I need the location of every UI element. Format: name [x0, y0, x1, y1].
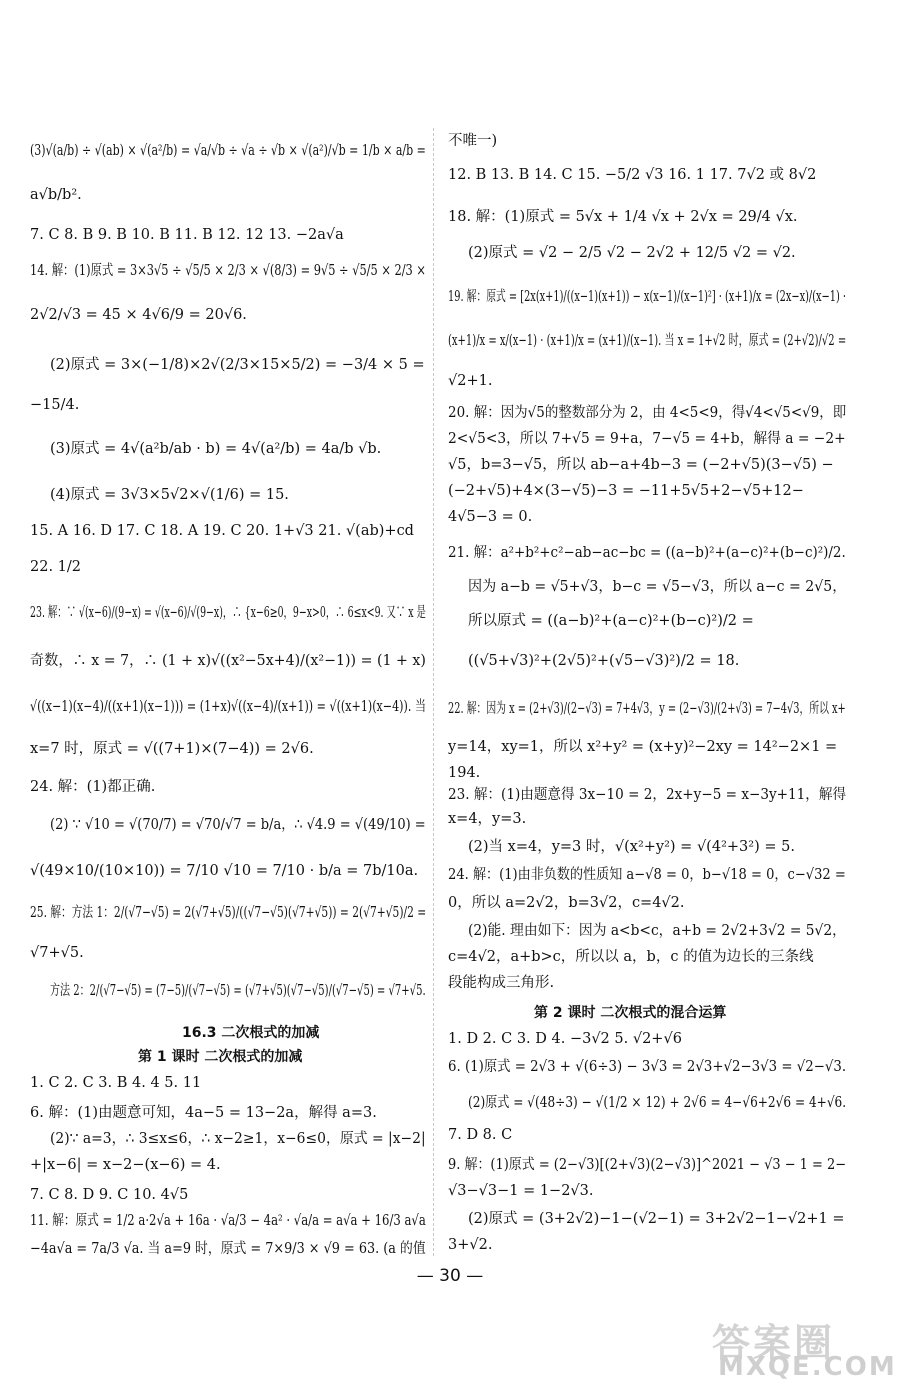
- answer-line: 23. 解：∵ √(x−6)/(9−x) = √(x−6)/√(9−x)，∴ {x−6≥0，9−x>0，∴ 6≤x<9. 又∵ x 是: [30, 605, 426, 621]
- answer-line: 14. 解：(1)原式 = 3×3√5 ÷ √5/5 × 2/3 × √(8/3) = 9√5 ÷ √5/5 × 2/3 ×: [30, 263, 426, 279]
- answer-line: 20. 解：因为√5的整数部分为 2，由 4<5<9，得√4<√5<√9，即: [448, 405, 847, 421]
- answer-line: 12. B 13. B 14. C 15. −5/2 √3 16. 1 17. 7√2 或 8√2: [448, 167, 817, 183]
- answer-line: (3)原式 = 4√(a²b/ab · b) = 4√(a²/b) = 4a/b √b.: [50, 441, 382, 457]
- answer-line: (2)原式 = √2 − 2/5 √2 − 2√2 + 12/5 √2 = √2.: [468, 245, 796, 261]
- watermark-logo: [706, 1312, 896, 1384]
- answer-line: 6. (1)原式 = 2√3 + √(6÷3) − 3√3 = 2√3+√2−3√3 = √2−√3.: [448, 1059, 847, 1075]
- answer-line: (−2+√5)+4×(3−√5)−3 = −11+5√5+2−√5+12−: [448, 483, 804, 499]
- answer-line: ((√5+√3)²+(2√5)²+(√5−√3)²)/2 = 18.: [468, 653, 740, 669]
- watermark-url: MXQE.COM: [718, 1352, 897, 1382]
- answer-line: y=14，xy=1，所以 x²+y² = (x+y)²−2xy = 14²−2×1 =: [448, 739, 838, 755]
- answer-line: c=4√2，a+b>c，所以以 a，b，c 的值为边长的三条线: [448, 949, 814, 965]
- answer-line: 因为 a−b = √5+√3，b−c = √5−√3，所以 a−c = 2√5，: [468, 579, 847, 595]
- answer-line: 1. C 2. C 3. B 4. 4 5. 11: [30, 1075, 202, 1091]
- answer-line: 7. C 8. B 9. B 10. B 11. B 12. 12 13. −2a√a: [30, 227, 344, 243]
- column-divider: [433, 128, 435, 1256]
- answer-line: √5，b=3−√5，所以 ab−a+4b−3 = (−2+√5)(3−√5) −: [448, 457, 834, 473]
- answer-line: (2)原式 = √(48÷3) − √(1/2 × 12) + 2√6 = 4−√6+2√6 = 4+√6.: [468, 1095, 847, 1111]
- answer-line: 25. 解：方法 1：2/(√7−√5) = 2(√7+√5)/((√7−√5)(√7+√5)) = 2(√7+√5)/2 =: [30, 905, 427, 921]
- answer-line: √(49×10/(10×10)) = 7/10 √10 = 7/10 · b/a = 7b/10a.: [30, 863, 419, 879]
- answer-line: 22. 1/2: [30, 559, 82, 575]
- answer-line: x=4，y=3.: [448, 811, 527, 827]
- answer-line: (2)能. 理由如下：因为 a<b<c，a+b = 2√2+3√2 = 5√2，: [468, 923, 846, 939]
- answer-line: 不唯一): [448, 133, 498, 149]
- answer-line: 6. 解：(1)由题意可知，4a−5 = 13−2a，解得 a=3.: [30, 1105, 377, 1121]
- answer-line: (2)∵ a=3，∴ 3≤x≤6，∴ x−2≥1，x−6≤0，原式 = |x−2|: [50, 1131, 426, 1147]
- answer-line: √7+√5.: [30, 945, 84, 961]
- answer-line: 19. 解：原式 = [2x(x+1)/((x−1)(x+1)) − x(x−1)/(x−1)²] · (x+1)/x = (2x−x)/(x−1) ·: [448, 289, 847, 305]
- answer-line: (2)当 x=4，y=3 时，√(x²+y²) = √(4²+3²) = 5.: [468, 839, 795, 855]
- answer-line: x=7 时，原式 = √((7+1)×(7−4)) = 2√6.: [30, 741, 314, 757]
- answer-line: (3)√(a/b) ÷ √(ab) × √(a²/b) = √a/√b ÷ √a ÷ √b × √(a²)/√b = 1/b × a/b =: [30, 143, 426, 159]
- answer-line: −4a√a = 7a/3 √a. 当 a=9 时，原式 = 7×9/3 × √9 = 63. (a 的值: [30, 1241, 426, 1257]
- answer-line: −15/4.: [30, 397, 80, 413]
- answer-line: √((x−1)(x−4)/((x+1)(x−1))) = (1+x)√((x−4)/(x+1)) = √((x+1)(x−4)). 当: [30, 699, 427, 715]
- answer-line: 24. 解：(1)都正确.: [30, 779, 156, 795]
- answer-line: (x+1)/x = x/(x−1) · (x+1)/x = (x+1)/(x−1). 当 x = 1+√2 时，原式 = (2+√2)/√2 =: [448, 333, 847, 349]
- answer-line: √3−√3−1 = 1−2√3.: [448, 1183, 594, 1199]
- answer-line: 段能构成三角形.: [448, 975, 555, 991]
- answer-line: 7. C 8. D 9. C 10. 4√5: [30, 1187, 189, 1203]
- answer-line: (4)原式 = 3√3×5√2×√(1/6) = 15.: [50, 487, 289, 503]
- answer-line: 23. 解：(1)由题意得 3x−10 = 2，2x+y−5 = x−3y+11，解得: [448, 787, 847, 803]
- page-number: — 30 —: [416, 1266, 484, 1286]
- answer-line: √2+1.: [448, 373, 493, 389]
- answer-line: 194.: [448, 765, 481, 781]
- answer-line: 9. 解：(1)原式 = (2−√3)[(2+√3)(2−√3)]^2021 − √3 − 1 = 2−: [448, 1157, 847, 1173]
- answer-line: 2√2/√3 = 45 × 4√6/9 = 20√6.: [30, 307, 247, 323]
- answer-line: 奇数，∴ x = 7，∴ (1 + x)√((x²−5x+4)/(x²−1)) = (1 + x): [30, 653, 426, 669]
- answer-line: (2)原式 = 3×(−1/8)×2√(2/3×15×5/2) = −3/4 × 5 =: [50, 357, 425, 373]
- answer-line: 22. 解：因为 x = (2+√3)/(2−√3) = 7+4√3，y = (2−√3)/(2+√3) = 7−4√3，所以 x+: [448, 701, 846, 717]
- answer-line: 所以原式 = ((a−b)²+(a−c)²+(b−c)²)/2 =: [468, 613, 754, 629]
- answer-line: 7. D 8. C: [448, 1127, 513, 1143]
- answer-line: 2<√5<3，所以 7+√5 = 9+a，7−√5 = 4+b，解得 a = −2+: [448, 431, 846, 447]
- answer-line: 15. A 16. D 17. C 18. A 19. C 20. 1+√3 21. √(ab)+cd: [30, 523, 414, 539]
- answer-line: 0，所以 a=2√2，b=3√2，c=4√2.: [448, 895, 685, 911]
- answer-line: 18. 解：(1)原式 = 5√x + 1/4 √x + 2√x = 29/4 √x.: [448, 209, 798, 225]
- answer-line: 方法 2：2/(√7−√5) = (7−5)/(√7−√5) = (√7+√5)(√7−√5)/(√7−√5) = √7+√5.: [50, 983, 426, 999]
- answer-line: 4√5−3 = 0.: [448, 509, 533, 525]
- answer-line: 11. 解：原式 = 1/2 a·2√a + 16a · √a/3 − 4a² · √a/a = a√a + 16/3 a√a: [30, 1213, 426, 1229]
- answer-line: +|x−6| = x−2−(x−6) = 4.: [30, 1157, 221, 1173]
- section-heading: 16.3 二次根式的加减: [182, 1025, 320, 1041]
- answer-line: a√b/b².: [30, 187, 82, 203]
- lesson-heading: 第 2 课时 二次根式的混合运算: [534, 1005, 727, 1021]
- answer-line: 3+√2.: [448, 1237, 493, 1253]
- answer-line: 24. 解：(1)由非负数的性质知 a−√8 = 0，b−√18 = 0，c−√32 =: [448, 867, 846, 883]
- answer-line: 1. D 2. C 3. D 4. −3√2 5. √2+√6: [448, 1031, 682, 1047]
- answer-line: (2) ∵ √10 = √(70/7) = √70/√7 = b/a，∴ √4.9 = √(49/10) =: [50, 817, 426, 833]
- answer-line: (2)原式 = (3+2√2)−1−(√2−1) = 3+2√2−1−√2+1 =: [468, 1211, 845, 1227]
- answer-line: 21. 解：a²+b²+c²−ab−ac−bc = ((a−b)²+(a−c)²+(b−c)²)/2.: [448, 545, 846, 561]
- lesson-heading: 第 1 课时 二次根式的加减: [138, 1049, 303, 1065]
- watermark-text: 答案圈: [712, 1321, 836, 1365]
